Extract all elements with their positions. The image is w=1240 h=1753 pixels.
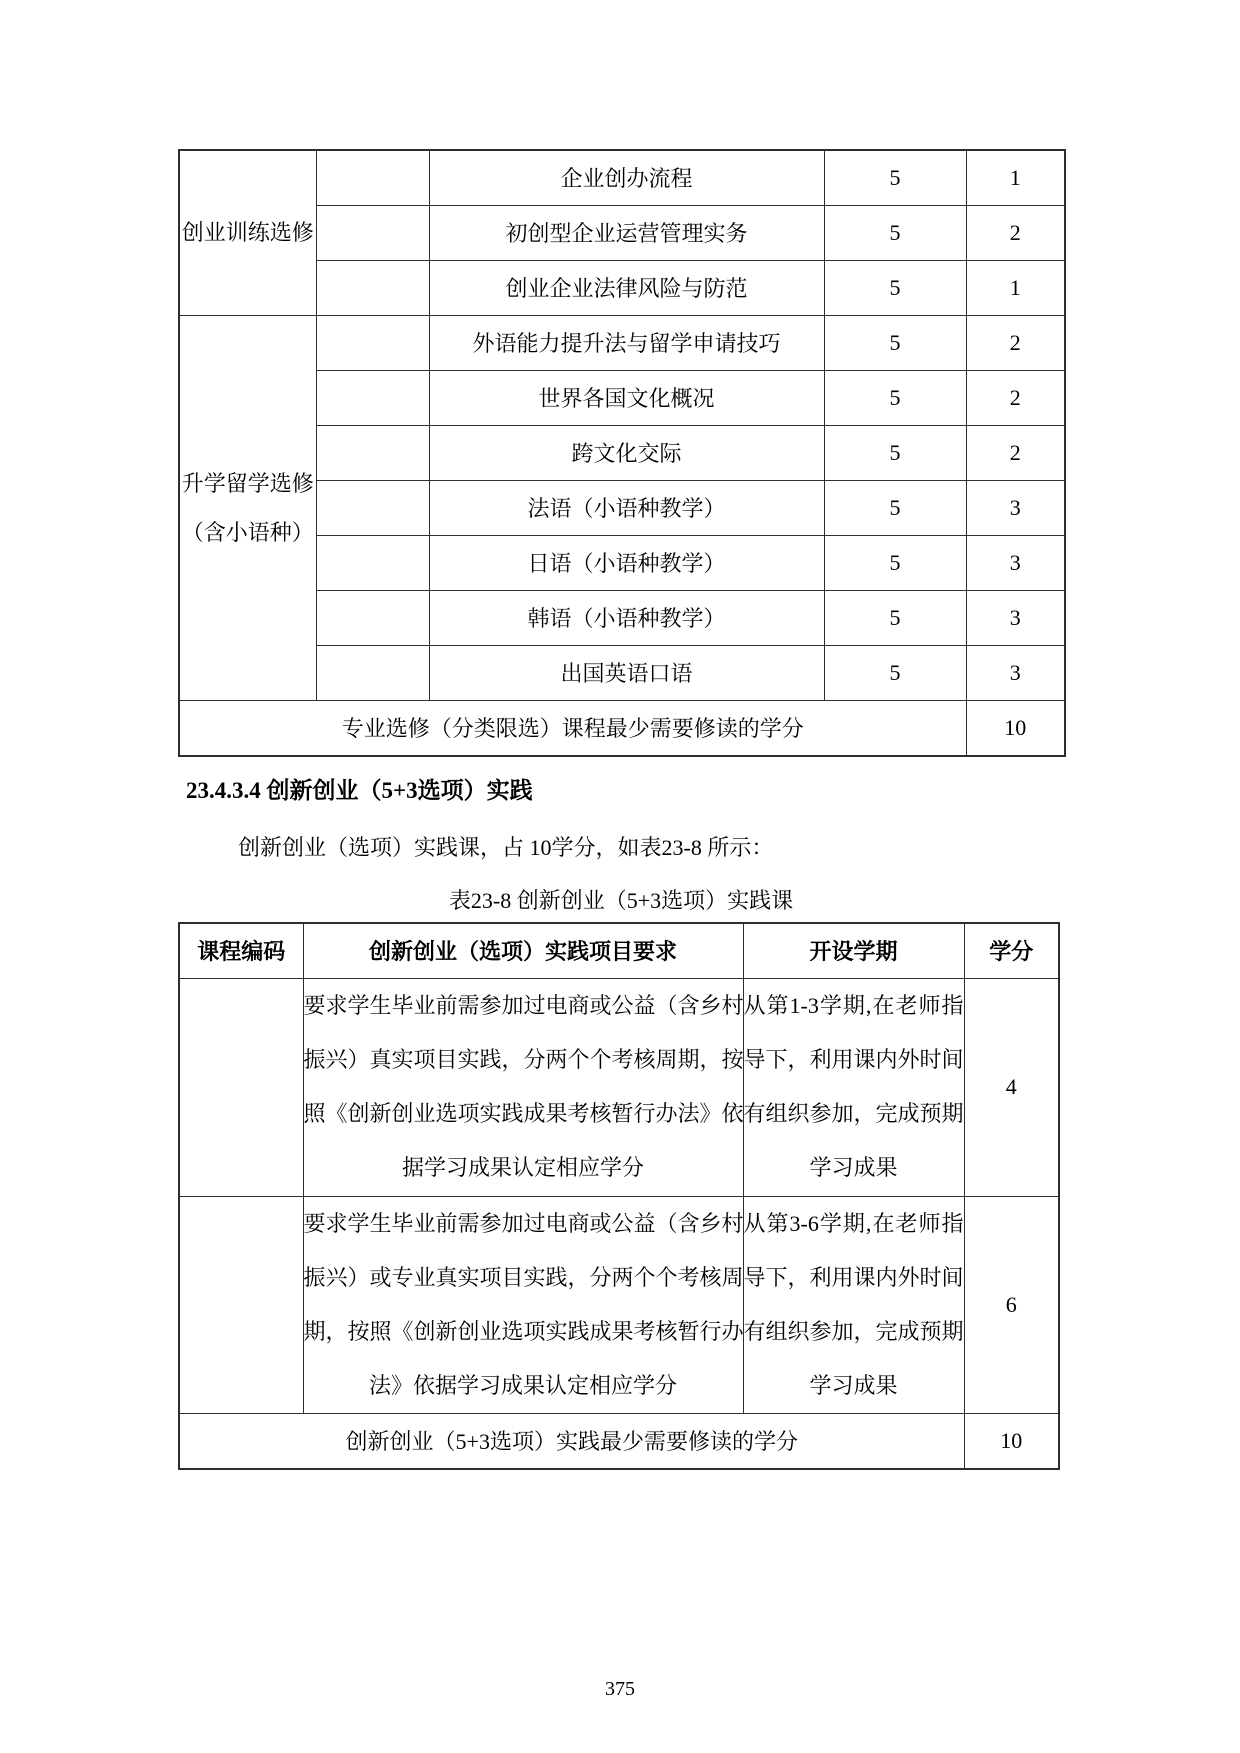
table-row xyxy=(179,1196,1059,1413)
semester-cell: 5 xyxy=(824,260,966,315)
credits-cell: 4 xyxy=(964,978,1059,1196)
group-cell-study-abroad xyxy=(179,315,316,700)
credits-cell: 2 xyxy=(966,205,1065,260)
table-row xyxy=(179,315,1065,370)
header-requirement: 创新创业（选项）实践项目要求 xyxy=(303,923,743,978)
semester-cell: 从第3-6学期,在老师指 导下，利用课内外时间 有组织参加，完成预期 学习成果 xyxy=(743,1196,964,1413)
group-cell-entrepreneurship xyxy=(179,150,316,315)
credits-cell: 2 xyxy=(966,315,1065,370)
course-name-cell: 创业企业法律风险与防范 xyxy=(429,260,824,315)
section-paragraph: 创新创业（选项）实践课，占 10学分，如表23-8 所示： xyxy=(238,835,774,860)
header-course-code: 课程编码 xyxy=(179,923,303,978)
semester-cell: 5 xyxy=(824,535,966,590)
course-code-cell xyxy=(316,260,429,315)
table-header-row xyxy=(179,923,1059,978)
course-name-cell: 出国英语口语 xyxy=(429,645,824,700)
semester-cell: 5 xyxy=(824,150,966,205)
semester-cell: 从第1-3学期,在老师指 导下，利用课内外时间 有组织参加，完成预期 学习成果 xyxy=(743,978,964,1196)
requirement-cell: 要求学生毕业前需参加过电商或公益（含乡村 振兴）或专业真实项目实践，分两个个考核周 期，按照《创新创业选项实践成果考核暂行办 法》依据学习成果认定相应学分 xyxy=(303,1196,743,1413)
course-code-cell xyxy=(316,315,429,370)
table-row xyxy=(179,150,1065,205)
table-total-row xyxy=(179,700,1065,756)
page-number: 375 xyxy=(605,1678,635,1700)
semester-cell: 5 xyxy=(824,370,966,425)
course-code-cell xyxy=(316,480,429,535)
header-credits: 学分 xyxy=(964,923,1059,978)
table-caption: 表23-8 创新创业（5+3选项）实践课 xyxy=(448,888,794,913)
course-code-cell xyxy=(316,535,429,590)
header-semester: 开设学期 xyxy=(743,923,964,978)
course-code-cell xyxy=(179,1196,303,1413)
credits-cell: 3 xyxy=(966,645,1065,700)
credits-cell: 3 xyxy=(966,535,1065,590)
credits-cell: 1 xyxy=(966,150,1065,205)
min-credits-value: 10 xyxy=(964,1413,1059,1469)
course-name-cell: 跨文化交际 xyxy=(429,425,824,480)
requirement-cell: 要求学生毕业前需参加过电商或公益（含乡村 振兴）真实项目实践，分两个个考核周期，按 照《创新创业选项实践成果考核暂行办法》依 据学习成果认定相应学分 xyxy=(303,978,743,1196)
course-name-cell: 日语（小语种教学） xyxy=(429,535,824,590)
course-code-cell xyxy=(179,978,303,1196)
course-code-cell xyxy=(316,205,429,260)
table-row xyxy=(179,978,1059,1196)
table-total-row xyxy=(179,1413,1059,1469)
course-code-cell xyxy=(316,590,429,645)
course-code-cell xyxy=(316,425,429,480)
min-credits-value: 10 xyxy=(966,700,1065,756)
semester-cell: 5 xyxy=(824,480,966,535)
semester-cell: 5 xyxy=(824,425,966,480)
elective-courses-table xyxy=(178,149,1066,757)
semester-cell: 5 xyxy=(824,315,966,370)
credits-cell: 3 xyxy=(966,590,1065,645)
course-name-cell: 企业创办流程 xyxy=(429,150,824,205)
course-code-cell xyxy=(316,645,429,700)
course-code-cell xyxy=(316,150,429,205)
course-name-cell: 世界各国文化概况 xyxy=(429,370,824,425)
credits-cell: 2 xyxy=(966,370,1065,425)
semester-cell: 5 xyxy=(824,590,966,645)
semester-cell: 5 xyxy=(824,645,966,700)
practice-course-table xyxy=(178,922,1060,1470)
course-code-cell xyxy=(316,370,429,425)
min-credits-label: 创新创业（5+3选项）实践最少需要修读的学分 xyxy=(179,1413,964,1469)
course-name-cell: 法语（小语种教学） xyxy=(429,480,824,535)
min-credits-label: 专业选修（分类限选）课程最少需要修读的学分 xyxy=(179,700,966,756)
group-label: 升学留学选修 xyxy=(181,470,314,496)
group-label-note: （含小语种） xyxy=(181,519,314,545)
course-name-cell: 初创型企业运营管理实务 xyxy=(429,205,824,260)
credits-cell: 2 xyxy=(966,425,1065,480)
course-name-cell: 韩语（小语种教学） xyxy=(429,590,824,645)
credits-cell: 3 xyxy=(966,480,1065,535)
credits-cell: 1 xyxy=(966,260,1065,315)
credits-cell: 6 xyxy=(964,1196,1059,1413)
semester-cell: 5 xyxy=(824,205,966,260)
course-name-cell: 外语能力提升法与留学申请技巧 xyxy=(429,315,824,370)
group-label: 创业训练选修 xyxy=(181,220,314,246)
section-heading: 23.4.3.4 创新创业（5+3选项）实践 xyxy=(186,778,533,803)
